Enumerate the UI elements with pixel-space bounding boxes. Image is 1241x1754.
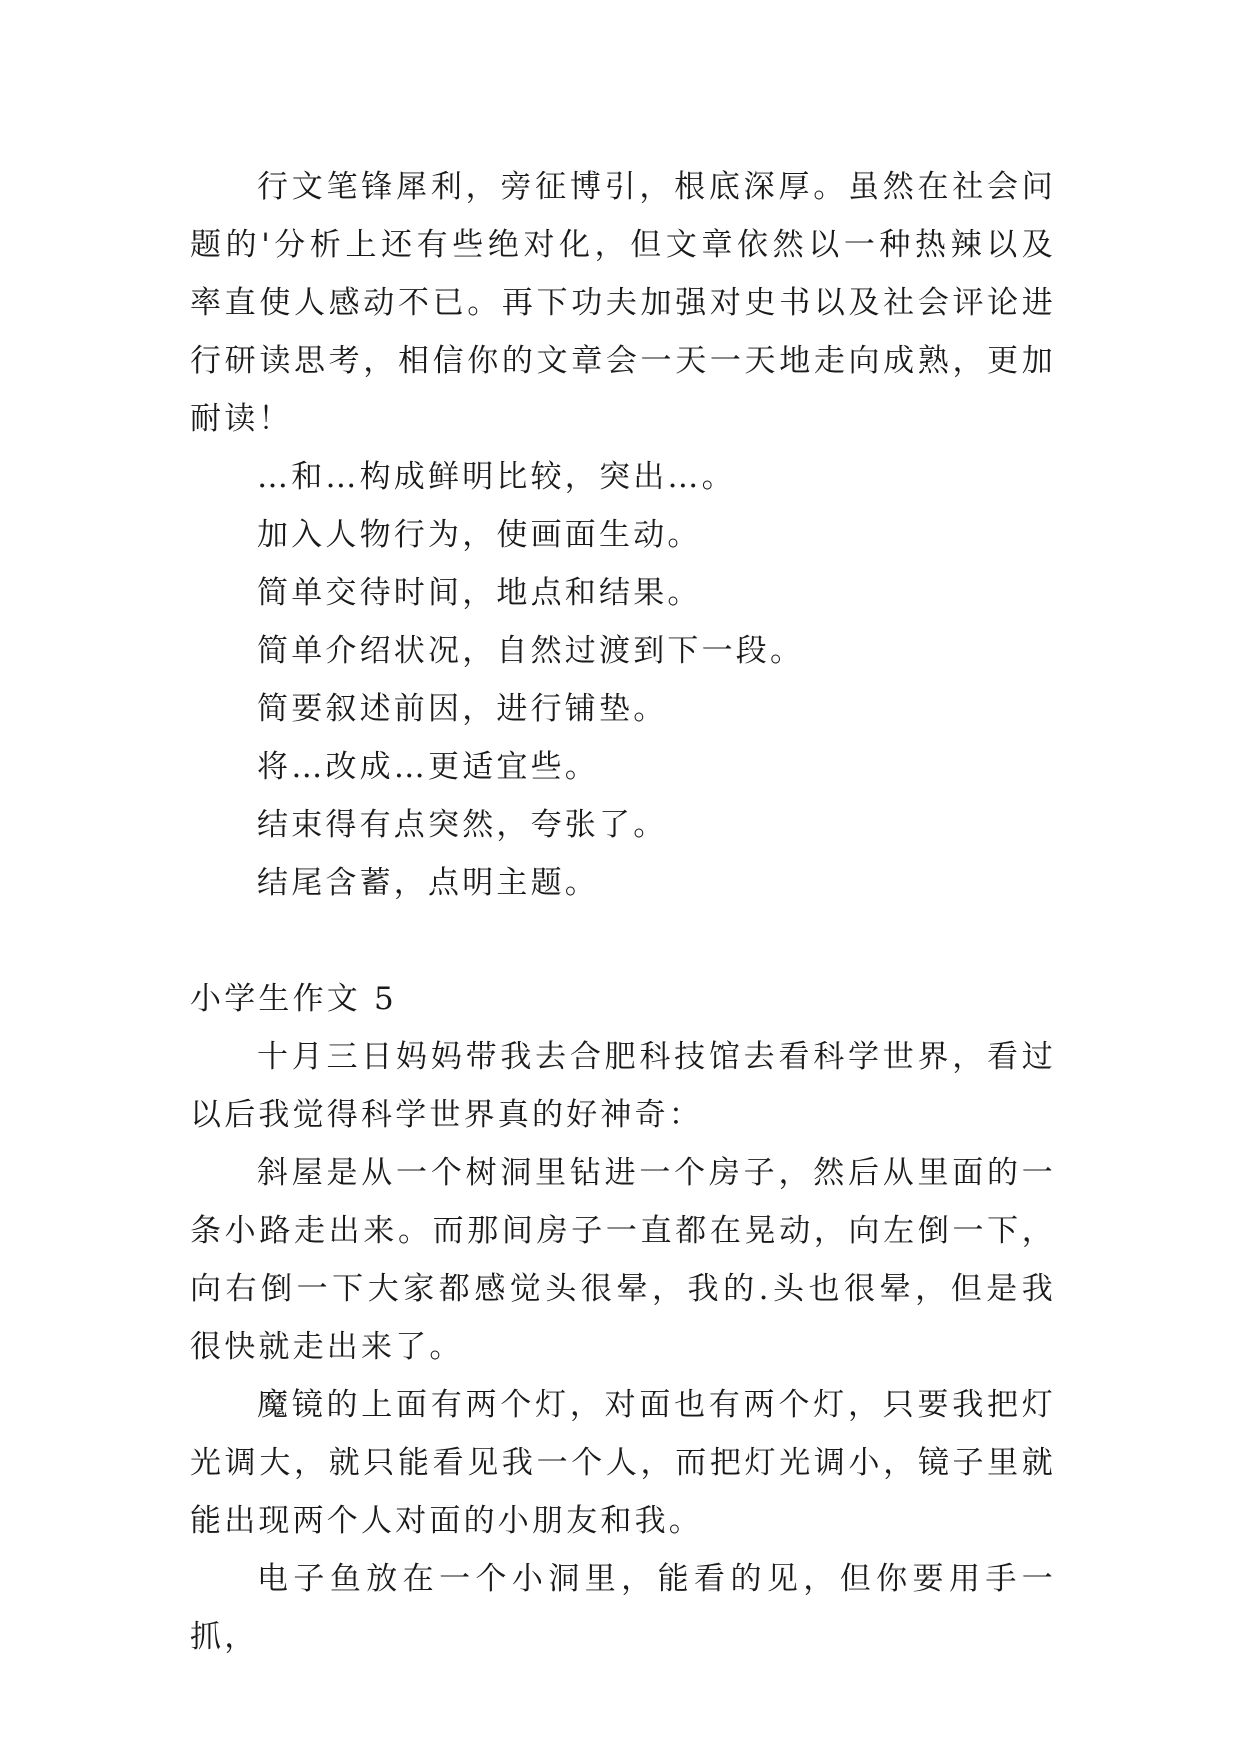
essay-paragraph: 十月三日妈妈带我去合肥科技馆去看科学世界，看过以后我觉得科学世界真的好神奇： bbox=[190, 1039, 1056, 1133]
essay-paragraph: 斜屋是从一个树洞里钻进一个房子，然后从里面的一条小路走出来。而那间房子一直都在晃动，向左倒一下，向右倒一下大家都感觉头很晕，我的.头也很晕，但是我很快就走出来了。 bbox=[190, 1155, 1056, 1365]
comment-line: 结尾含蓄，点明主题。 bbox=[257, 865, 599, 901]
section-title: 小学生作文 5 bbox=[190, 981, 397, 1017]
review-paragraph: 行文笔锋犀利，旁征博引，根底深厚。虽然在社会问题的'分析上还有些绝对化，但文章依然以一种热辣以及率直使人感动不已。再下功夫加强对史书以及社会评论进行研读思考，相信你的文章会一天一天地走向成熟，更加耐读！ bbox=[190, 169, 1056, 437]
comment-line: 简单介绍状况，自然过渡到下一段。 bbox=[257, 633, 805, 669]
section-spacer bbox=[190, 912, 1056, 970]
comment-line: …和…构成鲜明比较，突出…。 bbox=[257, 459, 736, 495]
document-page bbox=[190, 158, 1056, 1666]
essay-paragraph: 电子鱼放在一个小洞里，能看的见，但你要用手一抓， bbox=[190, 1561, 1056, 1655]
comment-line: 简要叙述前因，进行铺垫。 bbox=[257, 691, 668, 727]
comment-line: 将…改成…更适宜些。 bbox=[257, 749, 599, 785]
comment-line: 结束得有点突然，夸张了。 bbox=[257, 807, 668, 843]
essay-paragraph: 魔镜的上面有两个灯，对面也有两个灯，只要我把灯光调大，就只能看见我一个人，而把灯光调小，镜子里就能出现两个人对面的小朋友和我。 bbox=[190, 1387, 1056, 1539]
comment-line: 简单交待时间，地点和结果。 bbox=[257, 575, 702, 611]
comment-line: 加入人物行为，使画面生动。 bbox=[257, 517, 702, 553]
